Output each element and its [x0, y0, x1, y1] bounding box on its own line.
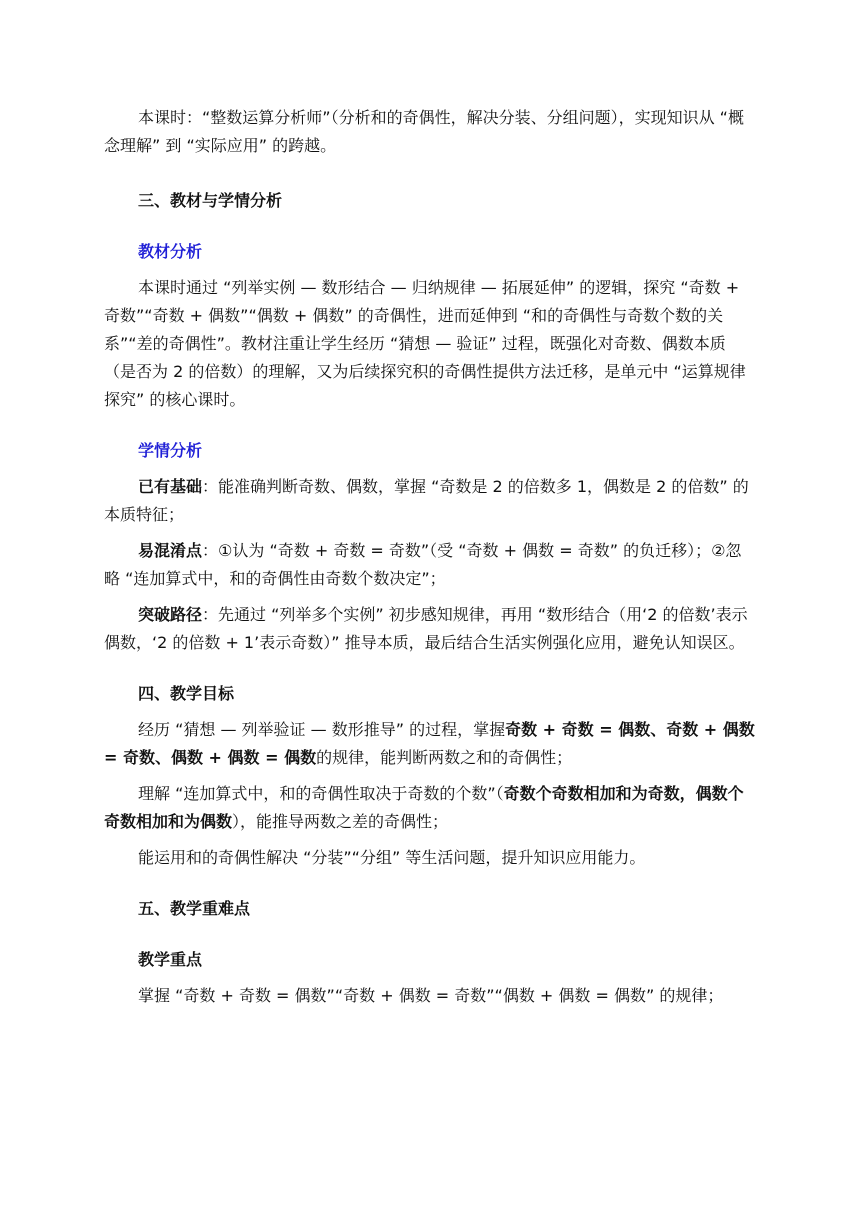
confusion-points-text: ：①认为 “奇数 + 奇数 = 奇数”（受 “奇数 + 偶数 = 奇数” 的负迁移）；②忽略 “连加算式中，和的奇偶性由奇数个数决定”；	[104, 541, 742, 588]
confusion-points-label: 易混淆点	[138, 541, 203, 560]
section-4-heading: 四、教学目标	[138, 684, 235, 703]
student-analysis-heading: 学情分析	[138, 441, 203, 460]
goal-1-paragraph	[104, 716, 756, 772]
section-3-heading: 三、教材与学情分析	[138, 191, 283, 210]
intro-paragraph: 本课时：“整数运算分析师”（分析和的奇偶性，解决分装、分组问题），实现知识从 “概念理解” 到 “实际应用” 的跨越。	[104, 108, 744, 155]
confusion-points-paragraph	[104, 537, 756, 593]
goal-1-text-pre: 经历 “猜想 — 列举验证 — 数形推导” 的过程，掌握	[138, 720, 506, 739]
section-5-heading: 五、教学重难点	[138, 899, 251, 918]
goal-2-rules: 奇数个奇数相加和为奇数，偶数个奇数相加和为偶数	[104, 784, 744, 831]
goal-1-rules: 奇数 + 奇数 = 偶数、奇数 + 偶数 = 奇数、偶数 + 偶数 = 偶数	[104, 720, 755, 767]
key-point-heading: 教学重点	[138, 950, 203, 969]
existing-basis-text: ：能准确判断奇数、偶数，掌握 “奇数是 2 的倍数多 1，偶数是 2 的倍数” 的本质特征；	[104, 477, 749, 524]
key-point-paragraph: 掌握 “奇数 + 奇数 = 偶数”“奇数 + 偶数 = 奇数”“偶数 + 偶数 = 偶数” 的规律；	[138, 986, 724, 1005]
goal-3-paragraph: 能运用和的奇偶性解决 “分装”“分组” 等生活问题，提升知识应用能力。	[138, 848, 646, 867]
breakthrough-path-paragraph	[104, 601, 756, 657]
existing-basis-paragraph	[104, 473, 756, 529]
goal-1-text-post: 的规律，能判断两数之和的奇偶性；	[316, 748, 573, 767]
goal-2-paragraph	[104, 780, 756, 836]
breakthrough-path-label: 突破路径	[138, 605, 203, 624]
goal-2-text-post: ），能推导两数之差的奇偶性；	[232, 812, 449, 831]
existing-basis-label: 已有基础	[138, 477, 203, 496]
textbook-analysis-heading: 教材分析	[138, 242, 203, 261]
document-body	[104, 104, 756, 1010]
textbook-analysis-paragraph: 本课时通过 “列举实例 — 数形结合 — 归纳规律 — 拓展延伸” 的逻辑，探究 “奇数 + 奇数”“奇数 + 偶数”“偶数 + 偶数” 的奇偶性，进而延伸到 “和的奇偶性与奇数个数的关系”“差的奇偶性”。教材注重让学生经历 “猜想 — 验证” 过程，既强化对奇数、偶数本质（是否为 2 的倍数）的理解，又为后续探究积的奇偶性提供方法迁移，是单元中 “运算规律探究” 的核心课时。	[104, 278, 746, 409]
breakthrough-path-text: ：先通过 “列举多个实例” 初步感知规律，再用 “数形结合（用‘2 的倍数’表示偶数，‘2 的倍数 + 1’表示奇数）” 推导本质，最后结合生活实例强化应用，避免认知误区。	[104, 605, 748, 652]
goal-2-text-pre: 理解 “连加算式中，和的奇偶性取决于奇数的个数”（	[138, 784, 504, 803]
